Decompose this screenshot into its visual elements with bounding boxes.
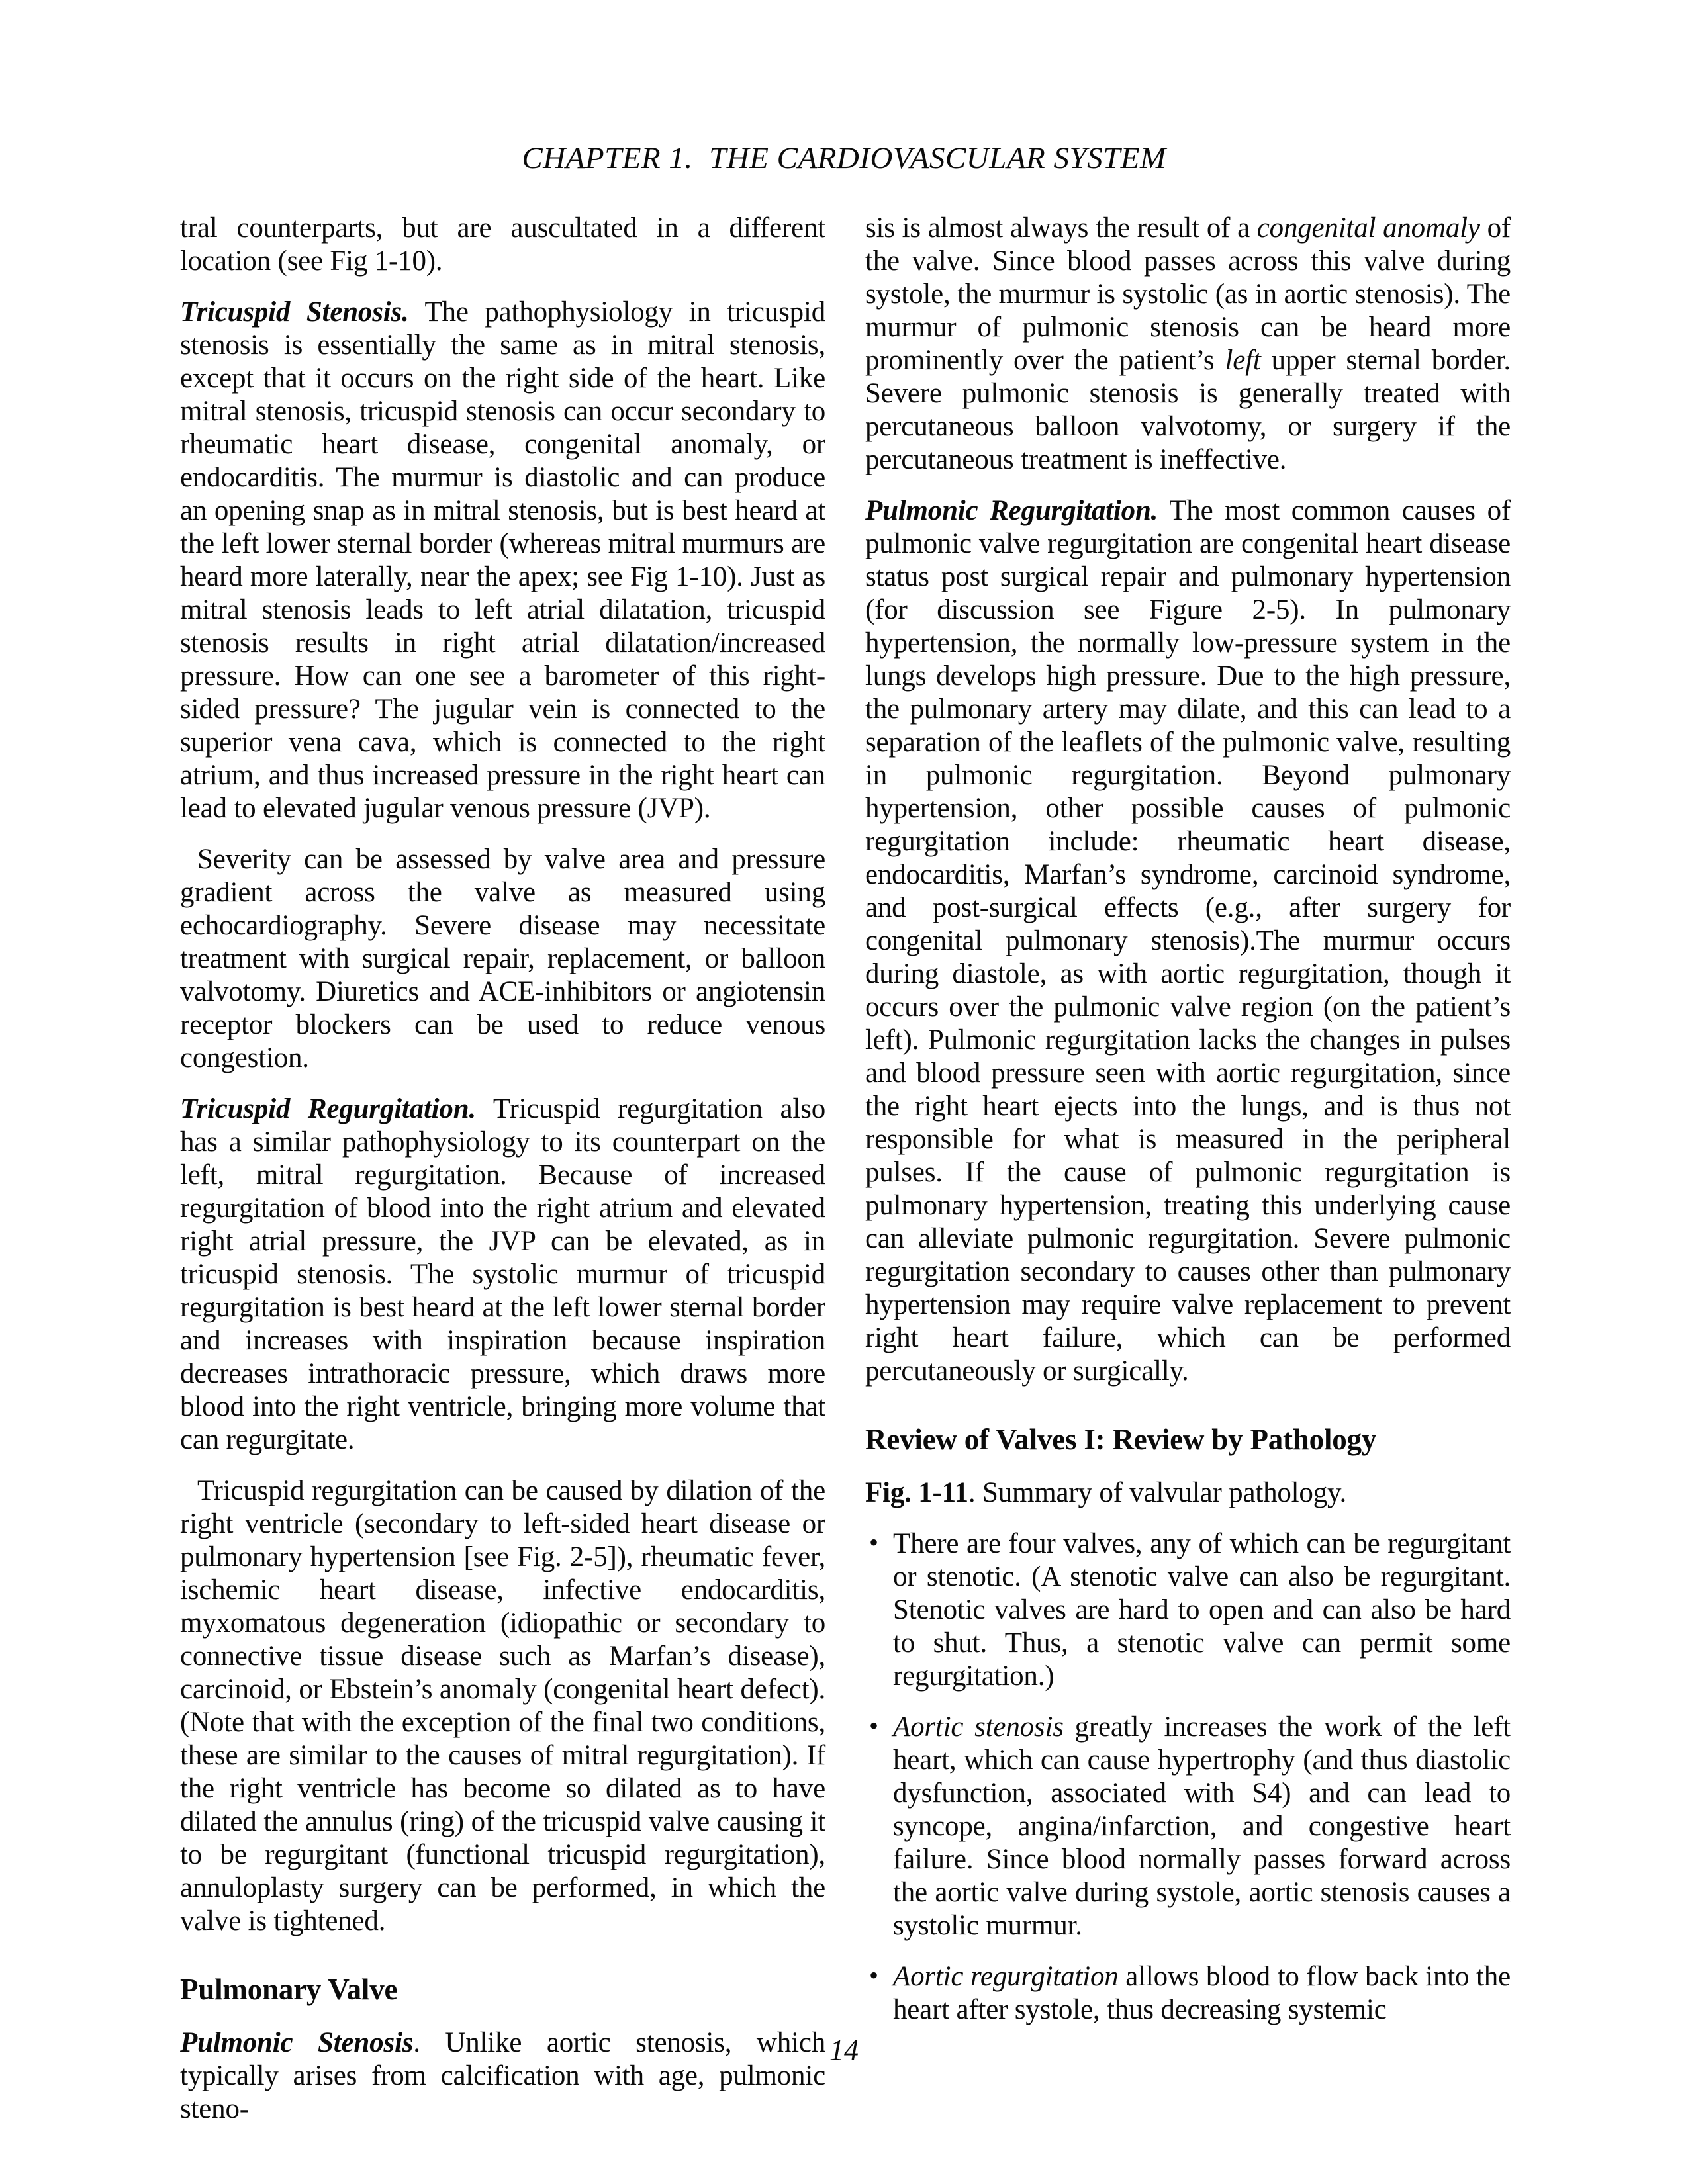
italic-term: Aortic regurgitation bbox=[893, 1961, 1119, 1992]
text-segment: The pathophysiology in tricuspid stenosis is essentially the same as in mitral stenosis, except that it occurs on the right side of the heart. Like mitral stenosis, tricuspid stenosis can occur secondary to rheumatic heart disease, congenital anomaly, or endocarditis. The murmur is diastolic and can produce an opening snap as in mitral stenosis, but is best heard at the left lower sternal border (whereas mitral murmurs are heard more laterally, near the apex; see Fig 1-10). Just as mitral stenosis leads to left atrial dilatation, tricuspid stenosis results in right atrial dilatation/increased pressure. How can one see a barometer of this right-sided pressure? The jugular vein is connected to the superior vena cava, which is connected to the right atrium, and thus increased pressure in the right heart can lead to elevated jugular venous pressure (JVP). bbox=[180, 296, 825, 824]
italic-term: left bbox=[1225, 345, 1261, 376]
paragraph bbox=[180, 296, 825, 825]
bullet-item bbox=[865, 1711, 1511, 1942]
bold-label: Review of Valves I: Review by Pathology bbox=[865, 1423, 1377, 1456]
text-segment: . Unlike aortic stenosis, which typically arises from calcification with age, pulmonic steno- bbox=[180, 2027, 826, 2124]
run-in-heading: Tricuspid Stenosis. bbox=[180, 296, 409, 328]
run-in-heading: Pulmonic Stenosis bbox=[180, 2027, 414, 2058]
text-segment: allows blood to flow back into the heart after systole, thus decreasing systemic bbox=[893, 1961, 1511, 2025]
section-heading bbox=[865, 1422, 1511, 1457]
text-segment: Tricuspid regurgitation can be caused by dilation of the right ventricle (secondary to left-sided heart disease or pulmonary hypertension [see Fig. 2-5]), rheumatic fever, ischemic heart disease, infective endocarditis, myxomatous degeneration (idiopathic or secondary to connective tissue disease such as Marfan’s disease), carcinoid, or Ebstein’s anomaly (congenital heart defect). (Note that with the exception of the final two conditions, these are similar to the causes of mitral regurgitation). If the right ventricle has become so dilated as to have dilated the annulus (ring) of the tricuspid valve causing it to be regurgitant (functional tricuspid regurgitation), annuloplasty surgery can be performed, in which the valve is tightened. bbox=[180, 1475, 825, 1936]
bold-label: Fig. 1-11 bbox=[865, 1477, 968, 1508]
right-column bbox=[865, 212, 1511, 2144]
chapter-header: CHAPTER 1. THE CARDIOVASCULAR SYSTEM bbox=[522, 141, 1166, 175]
bullet-icon: • bbox=[869, 1711, 878, 1741]
text-segment: Severity can be assessed by valve area and pressure gradient across the valve as measured using echocardiography. Severe disease may necessitate treatment with surgical repair, replacement, or balloon valvotomy. Diuretics and ACE-inhibitors or angiotensin receptor blockers can be used to reduce venous congestion. bbox=[180, 844, 825, 1073]
page-number: 14 bbox=[829, 2034, 859, 2066]
section-heading bbox=[180, 1972, 825, 2007]
italic-term: congenital anomaly bbox=[1256, 212, 1480, 244]
paragraph bbox=[865, 494, 1511, 1388]
text-segment: The most common causes of pulmonic valve regurgitation are congenital heart disease status post surgical repair and pulmonary hypertension (for discussion see Figure 2-5). In pulmonary hypertension, the normally low-pressure system in the lungs develops high pressure. Due to the high pressure, the pulmonary artery may dilate, and this can lead to a separation of the leaflets of the pulmonic valve, resulting in pulmonic regurgitation. Beyond pulmonary hypertension, other possible causes of pulmonic regurgitation include: rheumatic heart disease, endocarditis, Marfan’s syndrome, carcinoid syndrome, and post-surgical effects (e.g., after surgery for congenital pulmonary stenosis).The murmur occurs during diastole, as with aortic regurgitation, though it occurs over the pulmonic valve region (on the patient’s left). Pulmonic regurgitation lacks the changes in pulses and blood pressure seen with aortic regurgitation, since the right heart ejects into the lungs, and is thus not responsible for what is measured in the peripheral pulses. If the cause of pulmonic regurgitation is pulmonary hypertension, treating this underlying cause can alleviate pulmonic regurgitation. Severe pulmonic regurgitation secondary to causes other than pulmonary hypertension may require valve replacement to prevent right heart failure, which can be performed percutaneously or surgically. bbox=[865, 495, 1511, 1387]
paragraph bbox=[180, 1475, 825, 1938]
text-segment: of the valve. Since blood passes across this valve during systole, the murmur is systolic (as in aortic stenosis). The murmur of pulmonic stenosis can be heard more prominently over the patient’s bbox=[865, 212, 1511, 376]
paragraph bbox=[180, 1093, 825, 1457]
run-in-heading: Pulmonic Regurgitation. bbox=[865, 495, 1158, 526]
text-segment: . Summary of valvular pathology. bbox=[968, 1477, 1347, 1508]
paragraph bbox=[865, 212, 1511, 477]
text-columns bbox=[180, 212, 1511, 2144]
bullet-item bbox=[865, 1527, 1511, 1693]
text-segment: Tricuspid regurgitation also has a similar pathophysiology to its counterpart on the left, mitral regurgitation. Because of increased regurgitation of blood into the right atrium and elevated right atrial pressure, the JVP can be elevated, as in tricuspid stenosis. The systolic murmur of tricuspid regurgitation is best heard at the left lower sternal border and increases with inspiration because inspiration decreases intrathoracic pressure, which draws more blood into the right ventricle, bringing more volume that can regurgitate. bbox=[180, 1093, 825, 1455]
text-segment: greatly increases the work of the left heart, which can cause hypertrophy (and thus diastolic dysfunction, associated with S4) and can lead to syncope, angina/infarction, and congestive heart failure. Since blood normally passes forward across the aortic valve during systole, aortic stenosis causes a systolic murmur. bbox=[893, 1711, 1511, 1941]
italic-term: Aortic stenosis bbox=[893, 1711, 1064, 1743]
text-segment: sis is almost always the result of a bbox=[865, 212, 1257, 244]
text-segment: upper sternal border. Severe pulmonic stenosis is generally treated with percutaneous balloon valvotomy, or surgery if the percutaneous treatment is ineffective. bbox=[865, 345, 1511, 475]
left-column bbox=[180, 212, 825, 2144]
paragraph bbox=[180, 212, 825, 278]
paragraph bbox=[865, 1477, 1511, 1510]
paragraph bbox=[180, 843, 825, 1075]
bullet-icon: • bbox=[869, 1960, 878, 1990]
text-segment: There are four valves, any of which can be regurgitant or stenotic. (A stenotic valve can also be regurgitant. Stenotic valves are hard to open and can also be hard to shut. Thus, a stenotic valve can permit some regurgitation.) bbox=[893, 1528, 1511, 1692]
text-segment: tral counterparts, but are auscultated in a different location (see Fig 1-10). bbox=[180, 212, 825, 277]
bullet-item bbox=[865, 1960, 1511, 2026]
bold-label: Pulmonary Valve bbox=[180, 1973, 398, 2006]
run-in-heading: Tricuspid Regurgitation. bbox=[180, 1093, 476, 1124]
bullet-icon: • bbox=[869, 1527, 878, 1557]
